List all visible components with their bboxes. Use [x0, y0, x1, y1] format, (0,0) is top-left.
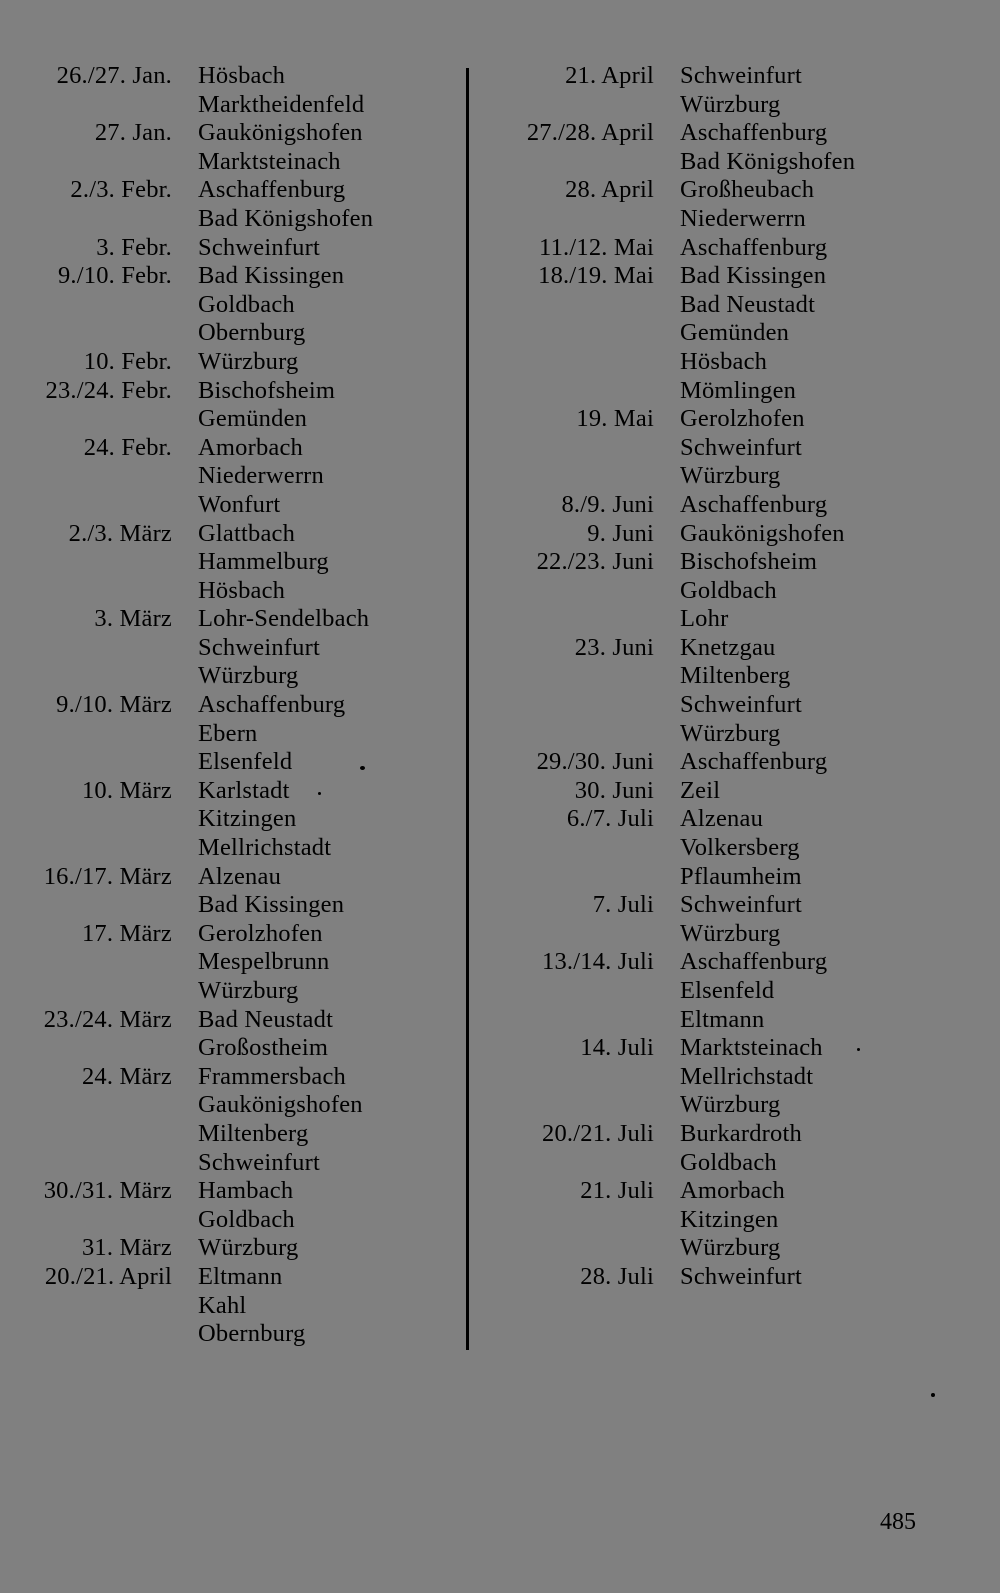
schedule-row: [0, 920, 455, 949]
schedule-date: 10. Febr.: [83, 347, 172, 375]
schedule-row: [478, 119, 983, 148]
schedule-row: [0, 691, 455, 720]
schedule-place: Aschaffenburg: [680, 119, 828, 147]
schedule-place: Elsenfeld: [680, 977, 775, 1004]
schedule-row: [0, 834, 455, 863]
schedule-row: [0, 1263, 455, 1292]
schedule-place: Kitzingen: [680, 1205, 779, 1233]
schedule-place: Hösbach: [680, 347, 768, 375]
schedule-date: 28. Juli: [580, 1262, 654, 1290]
schedule-row: [478, 62, 983, 91]
schedule-place: Bischofsheim: [680, 548, 818, 576]
schedule-date: [0, 577, 198, 606]
right-schedule-column: [478, 62, 983, 1292]
schedule-row: [0, 520, 455, 549]
schedule-date: [0, 977, 198, 1006]
schedule-place: Großheubach: [680, 176, 815, 204]
schedule-place: Bad Kissingen: [680, 262, 827, 290]
schedule-date: [0, 291, 198, 320]
schedule-row: [0, 1206, 455, 1235]
schedule-place: Bischofsheim: [198, 376, 336, 404]
schedule-place: Würzburg: [680, 1234, 781, 1262]
schedule-place: Schweinfurt: [680, 891, 802, 919]
schedule-place: Aschaffenburg: [198, 176, 346, 204]
schedule-place: Lohr-Sendelbach: [198, 605, 370, 633]
schedule-date: [478, 1063, 680, 1092]
schedule-row: [0, 348, 455, 377]
schedule-row: [0, 148, 455, 177]
schedule-date: 19. Mai: [576, 405, 654, 433]
schedule-row: [478, 348, 983, 377]
schedule-date: 24. März: [81, 1062, 172, 1090]
schedule-date: [478, 434, 680, 463]
schedule-date: 14. Juli: [580, 1034, 654, 1062]
schedule-row: [478, 805, 983, 834]
schedule-date: [0, 662, 198, 691]
schedule-row: [0, 491, 455, 520]
schedule-date: [0, 148, 198, 177]
schedule-row: [478, 176, 983, 205]
schedule-place: Schweinfurt: [198, 233, 320, 261]
schedule-row: [0, 548, 455, 577]
schedule-date: 29./30. Juni: [536, 748, 654, 776]
schedule-row: [478, 405, 983, 434]
schedule-date: [478, 577, 680, 606]
schedule-date: 3. März: [94, 605, 172, 633]
schedule-row: [478, 577, 983, 606]
schedule-row: [0, 405, 455, 434]
schedule-row: [0, 805, 455, 834]
schedule-row: [0, 605, 455, 634]
schedule-row: [478, 748, 983, 777]
schedule-place: Lohr: [680, 605, 729, 633]
schedule-date: [478, 319, 680, 348]
schedule-place: Würzburg: [198, 662, 299, 690]
schedule-date: [478, 1234, 680, 1263]
schedule-place: Würzburg: [198, 347, 299, 375]
schedule-place: Hammelburg: [198, 548, 329, 576]
schedule-row: [0, 1091, 455, 1120]
schedule-place: Bad Neustadt: [680, 290, 816, 318]
schedule-date: [0, 1091, 198, 1120]
schedule-date: [0, 834, 198, 863]
schedule-row: [0, 377, 455, 406]
schedule-row: [0, 891, 455, 920]
schedule-place: Zeil: [680, 776, 721, 804]
schedule-place: Alzenau: [198, 862, 282, 890]
schedule-date: 30./31. März: [43, 1177, 172, 1205]
schedule-place: Marktsteinach: [198, 147, 341, 175]
schedule-date: [0, 491, 198, 520]
schedule-date: 9. Juni: [587, 519, 654, 547]
schedule-place: Gerolzhofen: [198, 919, 323, 947]
schedule-date: 17. März: [81, 919, 172, 947]
schedule-row: [478, 520, 983, 549]
schedule-date: 13./14. Juli: [542, 948, 654, 976]
schedule-row: [478, 1149, 983, 1178]
schedule-date: [0, 891, 198, 920]
schedule-date: 7. Juli: [592, 891, 654, 919]
schedule-place: Bad Kissingen: [198, 891, 345, 919]
schedule-date: [478, 662, 680, 691]
schedule-place: Mömlingen: [680, 376, 797, 404]
schedule-date: [0, 1320, 198, 1349]
page-number: 485: [880, 1509, 916, 1535]
scan-speck: [931, 1393, 935, 1397]
schedule-date: 21. April: [565, 62, 654, 89]
schedule-date: [0, 805, 198, 834]
schedule-place: Amorbach: [198, 433, 304, 461]
schedule-date: [478, 720, 680, 749]
schedule-place: Gaukönigshofen: [198, 1091, 363, 1119]
schedule-row: [0, 577, 455, 606]
schedule-row: [478, 1234, 983, 1263]
schedule-place: Goldbach: [680, 1148, 777, 1176]
schedule-place: Großostheim: [198, 1034, 329, 1062]
schedule-row: [0, 62, 455, 91]
schedule-date: 27./28. April: [526, 119, 654, 147]
schedule-row: [0, 434, 455, 463]
schedule-date: [478, 348, 680, 377]
schedule-place: Niederwerrn: [680, 204, 806, 232]
schedule-place: Hambach: [198, 1177, 294, 1205]
schedule-row: [478, 262, 983, 291]
schedule-date: 26./27. Jan.: [56, 62, 172, 89]
schedule-date: [0, 405, 198, 434]
schedule-row: [478, 148, 983, 177]
schedule-place: Schweinfurt: [198, 1148, 320, 1176]
schedule-place: Schweinfurt: [680, 1262, 802, 1290]
schedule-row: [478, 91, 983, 120]
schedule-date: 9./10. Febr.: [57, 262, 172, 290]
schedule-date: [478, 1206, 680, 1235]
schedule-row: [0, 777, 455, 806]
schedule-place: Hösbach: [198, 62, 286, 89]
schedule-place: Miltenberg: [680, 662, 791, 690]
schedule-row: [478, 834, 983, 863]
schedule-date: [478, 462, 680, 491]
schedule-date: [478, 205, 680, 234]
schedule-date: [0, 1292, 198, 1321]
schedule-date: 11./12. Mai: [539, 233, 654, 261]
schedule-row: [478, 205, 983, 234]
schedule-date: 23./24. März: [43, 1005, 172, 1033]
schedule-row: [478, 977, 983, 1006]
schedule-date: 27. Jan.: [94, 119, 172, 147]
schedule-place: Würzburg: [680, 1091, 781, 1119]
schedule-date: 3. Febr.: [96, 233, 172, 261]
schedule-place: Aschaffenburg: [198, 691, 346, 719]
schedule-place: Marktsteinach: [680, 1034, 823, 1062]
schedule-place: Wonfurt: [198, 490, 281, 518]
schedule-place: Mespelbrunn: [198, 948, 330, 976]
schedule-row: [478, 720, 983, 749]
scan-speck: [318, 792, 321, 795]
schedule-place: Schweinfurt: [680, 62, 802, 89]
schedule-row: [478, 1120, 983, 1149]
schedule-row: [478, 691, 983, 720]
schedule-row: [478, 1177, 983, 1206]
schedule-date: [478, 691, 680, 720]
schedule-date: 21. Juli: [580, 1177, 654, 1205]
schedule-date: 20./21. April: [44, 1262, 172, 1290]
scan-speck: [360, 766, 365, 770]
schedule-date: [0, 748, 198, 777]
schedule-row: [0, 1034, 455, 1063]
schedule-date: [478, 863, 680, 892]
schedule-place: Karlstadt: [198, 776, 290, 804]
schedule-place: Hösbach: [198, 576, 286, 604]
schedule-date: [0, 1120, 198, 1149]
schedule-date: [0, 948, 198, 977]
column-divider: [466, 68, 469, 1350]
schedule-row: [0, 462, 455, 491]
schedule-place: Würzburg: [198, 1234, 299, 1262]
schedule-date: [478, 377, 680, 406]
schedule-place: Gaukönigshofen: [198, 119, 363, 147]
scan-speck: [857, 1048, 860, 1051]
schedule-place: Aschaffenburg: [680, 233, 828, 261]
schedule-date: [478, 920, 680, 949]
schedule-place: Würzburg: [198, 977, 299, 1004]
schedule-date: 16./17. März: [43, 862, 172, 890]
schedule-date: 24. Febr.: [83, 433, 172, 461]
schedule-place: Bad Königshofen: [680, 147, 856, 175]
schedule-row: [0, 234, 455, 263]
schedule-row: [0, 319, 455, 348]
schedule-date: [478, 1006, 680, 1035]
schedule-row: [0, 262, 455, 291]
schedule-row: [0, 634, 455, 663]
schedule-date: [0, 634, 198, 663]
schedule-date: [0, 462, 198, 491]
schedule-place: Niederwerrn: [198, 462, 324, 490]
schedule-row: [0, 662, 455, 691]
schedule-row: [478, 605, 983, 634]
schedule-place: Schweinfurt: [198, 633, 320, 661]
schedule-date: 9./10. März: [56, 691, 172, 719]
schedule-place: Eltmann: [680, 1005, 765, 1033]
schedule-place: Würzburg: [680, 919, 781, 947]
schedule-place: Mellrichstadt: [198, 834, 332, 862]
schedule-place: Frammersbach: [198, 1062, 346, 1090]
schedule-row: [478, 948, 983, 977]
schedule-row: [0, 977, 455, 1006]
schedule-place: Goldbach: [198, 290, 295, 318]
schedule-place: Schweinfurt: [680, 691, 802, 719]
schedule-date: [0, 720, 198, 749]
schedule-row: [0, 748, 455, 777]
schedule-date: 18./19. Mai: [538, 262, 654, 290]
schedule-date: [0, 205, 198, 234]
schedule-place: Knetzgau: [680, 633, 776, 661]
schedule-row: [0, 1063, 455, 1092]
schedule-place: Gaukönigshofen: [680, 519, 845, 547]
schedule-place: Würzburg: [680, 719, 781, 747]
schedule-place: Bad Königshofen: [198, 204, 374, 232]
schedule-date: [0, 1206, 198, 1235]
schedule-row: [0, 119, 455, 148]
schedule-date: 30. Juni: [574, 776, 654, 804]
schedule-place: Würzburg: [680, 90, 781, 118]
schedule-place: Kahl: [198, 1291, 247, 1319]
schedule-row: [0, 1234, 455, 1263]
schedule-row: [0, 1120, 455, 1149]
schedule-date: 20./21. Juli: [542, 1119, 654, 1147]
schedule-row: [0, 863, 455, 892]
schedule-row: [478, 920, 983, 949]
schedule-row: [0, 720, 455, 749]
schedule-place: Aschaffenburg: [680, 748, 828, 776]
schedule-row: [0, 205, 455, 234]
schedule-place: Aschaffenburg: [680, 948, 828, 976]
schedule-date: 22./23. Juni: [536, 548, 654, 576]
schedule-date: 23./24. Febr.: [45, 376, 172, 404]
schedule-row: [478, 1063, 983, 1092]
schedule-date: [478, 1149, 680, 1178]
schedule-place: Obernburg: [198, 1320, 306, 1348]
schedule-date: [0, 91, 198, 120]
schedule-place: Bad Neustadt: [198, 1005, 334, 1033]
schedule-place: Glattbach: [198, 519, 296, 547]
schedule-place: Goldbach: [680, 576, 777, 604]
schedule-row: [478, 1206, 983, 1235]
schedule-row: [0, 1149, 455, 1178]
schedule-row: [478, 462, 983, 491]
schedule-date: [0, 1034, 198, 1063]
schedule-place: Volkersberg: [680, 834, 800, 862]
schedule-row: [478, 891, 983, 920]
schedule-date: [478, 1091, 680, 1120]
schedule-place: Ebern: [198, 719, 258, 747]
schedule-date: 2./3. März: [68, 519, 172, 547]
schedule-date: 28. April: [565, 176, 654, 204]
schedule-place: Marktheidenfeld: [198, 90, 365, 118]
schedule-row: [0, 1006, 455, 1035]
schedule-row: [478, 777, 983, 806]
schedule-row: [0, 1177, 455, 1206]
schedule-row: [0, 1320, 455, 1349]
schedule-place: Obernburg: [198, 319, 306, 347]
schedule-date: [478, 148, 680, 177]
schedule-place: Amorbach: [680, 1177, 786, 1205]
schedule-place: Goldbach: [198, 1205, 295, 1233]
schedule-date: 31. März: [81, 1234, 172, 1262]
schedule-row: [478, 434, 983, 463]
schedule-place: Alzenau: [680, 805, 764, 833]
schedule-row: [478, 1091, 983, 1120]
schedule-date: [478, 291, 680, 320]
schedule-place: Elsenfeld: [198, 748, 293, 776]
schedule-place: Gerolzhofen: [680, 405, 805, 433]
schedule-date: 2./3. Febr.: [70, 176, 172, 204]
schedule-row: [478, 234, 983, 263]
schedule-place: Kitzingen: [198, 805, 297, 833]
schedule-place: Mellrichstadt: [680, 1062, 814, 1090]
left-schedule-column: [0, 62, 455, 1349]
schedule-place: Würzburg: [680, 462, 781, 490]
schedule-row: [478, 662, 983, 691]
schedule-row: [478, 863, 983, 892]
schedule-date: [478, 91, 680, 120]
schedule-row: [478, 291, 983, 320]
schedule-row: [478, 377, 983, 406]
schedule-date: [478, 834, 680, 863]
schedule-row: [0, 948, 455, 977]
schedule-place: Burkardroth: [680, 1119, 802, 1147]
schedule-row: [478, 1263, 983, 1292]
schedule-place: Bad Kissingen: [198, 262, 345, 290]
schedule-place: Aschaffenburg: [680, 490, 828, 518]
schedule-row: [478, 319, 983, 348]
schedule-date: [0, 548, 198, 577]
schedule-row: [478, 634, 983, 663]
schedule-date: 10. März: [81, 776, 172, 804]
schedule-place: Gemünden: [680, 319, 790, 347]
schedule-date: [478, 977, 680, 1006]
schedule-row: [0, 91, 455, 120]
schedule-date: [0, 319, 198, 348]
schedule-place: Gemünden: [198, 405, 308, 433]
schedule-date: [478, 605, 680, 634]
schedule-row: [0, 176, 455, 205]
schedule-row: [478, 491, 983, 520]
schedule-place: Miltenberg: [198, 1119, 309, 1147]
schedule-place: Schweinfurt: [680, 433, 802, 461]
schedule-row: [0, 291, 455, 320]
schedule-place: Pflaumheim: [680, 862, 802, 890]
schedule-date: [0, 1149, 198, 1178]
schedule-date: 23. Juni: [574, 633, 654, 661]
schedule-row: [478, 1006, 983, 1035]
schedule-place: Eltmann: [198, 1262, 283, 1290]
schedule-date: 6./7. Juli: [566, 805, 654, 833]
schedule-row: [478, 548, 983, 577]
schedule-row: [0, 1292, 455, 1321]
schedule-date: 8./9. Juni: [561, 490, 654, 518]
schedule-row: [478, 1034, 983, 1063]
